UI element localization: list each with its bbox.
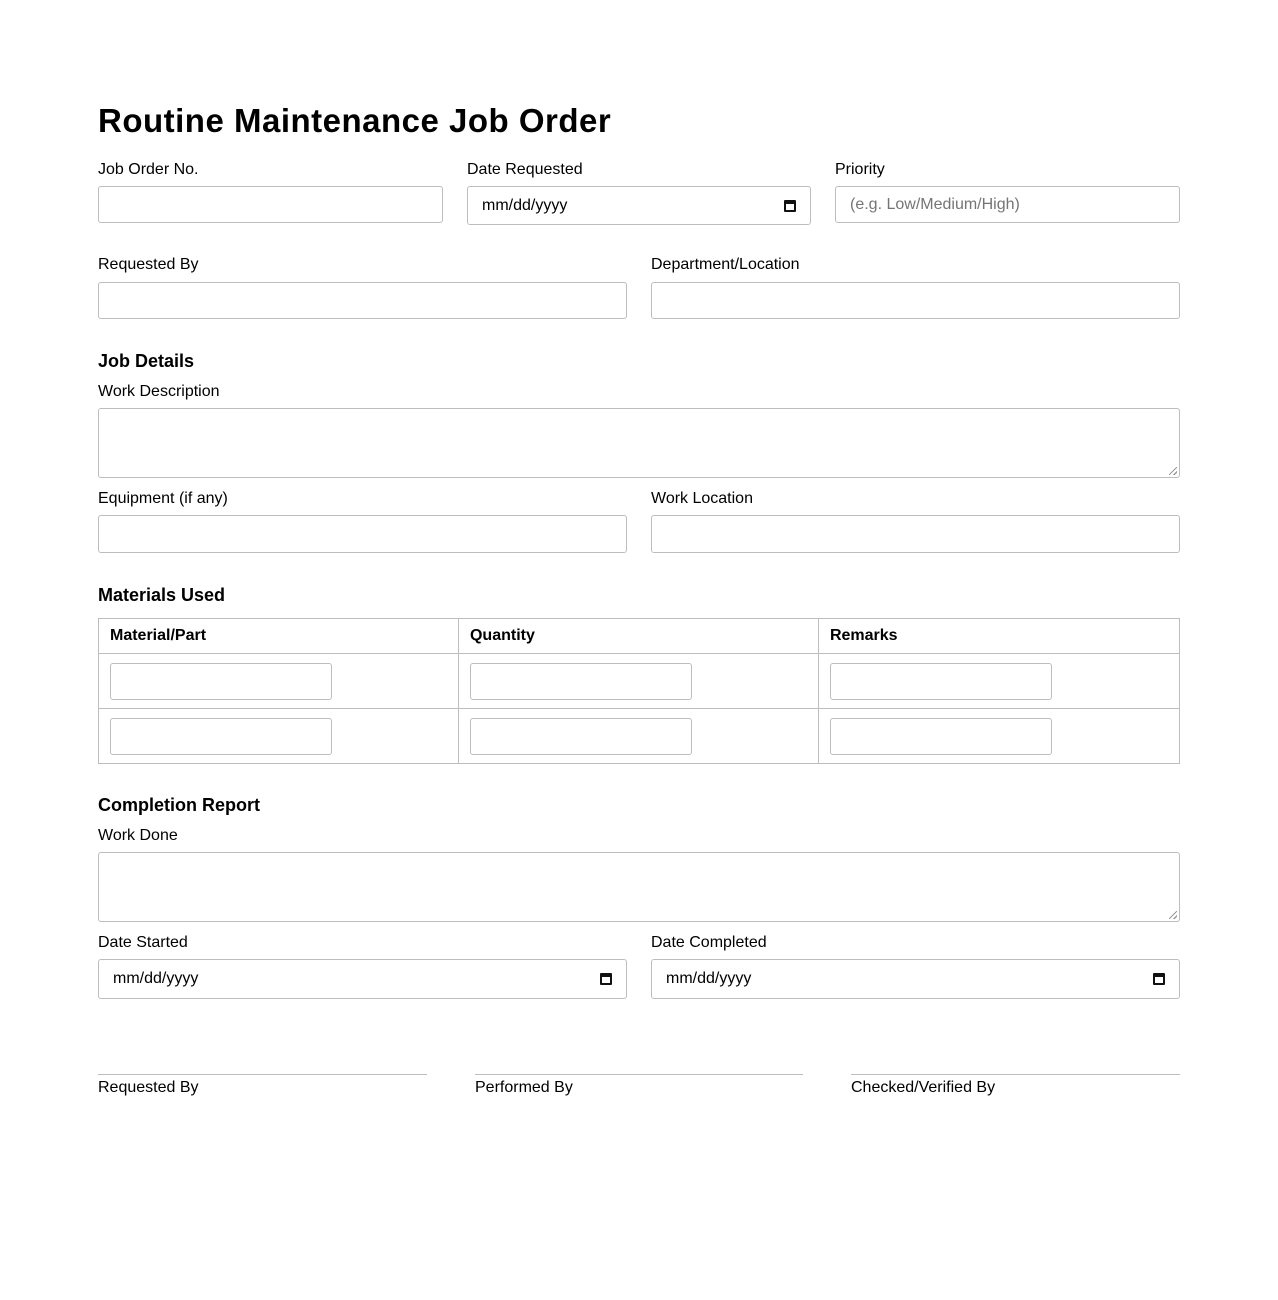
remarks-cell bbox=[818, 709, 1179, 764]
work-done-textarea[interactable] bbox=[98, 852, 1180, 922]
work-location-input[interactable] bbox=[651, 515, 1180, 553]
department-location-label: Department/Location bbox=[651, 256, 800, 273]
date-requested-label: Date Requested bbox=[467, 161, 583, 178]
calendar-icon[interactable] bbox=[600, 973, 612, 985]
priority-label: Priority bbox=[835, 161, 885, 178]
resize-handle-icon[interactable] bbox=[1169, 467, 1177, 475]
job-order-no-input[interactable] bbox=[98, 186, 443, 223]
department-location-input[interactable] bbox=[651, 282, 1180, 319]
job-details-heading: Job Details bbox=[98, 351, 195, 371]
priority-input[interactable] bbox=[835, 186, 1180, 223]
column-header-material: Material/Part bbox=[99, 619, 459, 654]
remarks-input[interactable] bbox=[830, 718, 1052, 755]
quantity-input[interactable] bbox=[470, 718, 692, 755]
calendar-icon[interactable] bbox=[1153, 973, 1165, 985]
signature-label-checked: Checked/Verified By bbox=[851, 1079, 996, 1096]
remarks-cell bbox=[818, 654, 1179, 709]
date-completed-label: Date Completed bbox=[651, 934, 767, 951]
calendar-icon[interactable] bbox=[784, 200, 796, 212]
date-completed-value: mm/dd/yyyy bbox=[666, 970, 752, 987]
remarks-input[interactable] bbox=[830, 663, 1052, 700]
material-cell bbox=[99, 709, 459, 764]
date-started-input[interactable] bbox=[98, 959, 627, 999]
materials-table bbox=[98, 618, 1180, 764]
equipment-label: Equipment (if any) bbox=[98, 490, 228, 507]
job-order-no-label: Job Order No. bbox=[98, 161, 199, 178]
work-description-textarea[interactable] bbox=[98, 408, 1180, 478]
date-requested-value: mm/dd/yyyy bbox=[482, 196, 568, 214]
date-requested-input[interactable] bbox=[467, 186, 811, 225]
page-title: Routine Maintenance Job Order bbox=[98, 102, 612, 139]
completion-report-heading: Completion Report bbox=[98, 795, 260, 815]
material-cell bbox=[99, 654, 459, 709]
signature-line-requested bbox=[98, 1074, 427, 1075]
table-row bbox=[99, 654, 1180, 709]
quantity-cell bbox=[458, 709, 818, 764]
column-header-remarks: Remarks bbox=[818, 619, 1179, 654]
column-header-quantity: Quantity bbox=[458, 619, 818, 654]
quantity-cell bbox=[458, 654, 818, 709]
material-input[interactable] bbox=[110, 718, 332, 755]
signature-line-checked bbox=[851, 1074, 1180, 1075]
equipment-input[interactable] bbox=[98, 515, 627, 553]
table-row bbox=[99, 709, 1180, 764]
resize-handle-icon[interactable] bbox=[1169, 911, 1177, 919]
requested-by-input[interactable] bbox=[98, 282, 627, 319]
date-started-label: Date Started bbox=[98, 934, 188, 951]
work-description-label: Work Description bbox=[98, 383, 220, 400]
signature-label-performed: Performed By bbox=[475, 1079, 573, 1096]
signature-line-performed bbox=[475, 1074, 803, 1075]
material-input[interactable] bbox=[110, 663, 332, 700]
date-completed-input[interactable] bbox=[651, 959, 1180, 999]
table-header-row bbox=[99, 619, 1180, 654]
work-location-label: Work Location bbox=[651, 490, 753, 507]
priority-placeholder: (e.g. Low/Medium/High) bbox=[850, 195, 1020, 213]
signature-label-requested: Requested By bbox=[98, 1079, 199, 1096]
requested-by-label: Requested By bbox=[98, 256, 199, 273]
materials-used-heading: Materials Used bbox=[98, 585, 226, 605]
work-done-label: Work Done bbox=[98, 827, 178, 844]
date-started-value: mm/dd/yyyy bbox=[113, 970, 199, 987]
quantity-input[interactable] bbox=[470, 663, 692, 700]
